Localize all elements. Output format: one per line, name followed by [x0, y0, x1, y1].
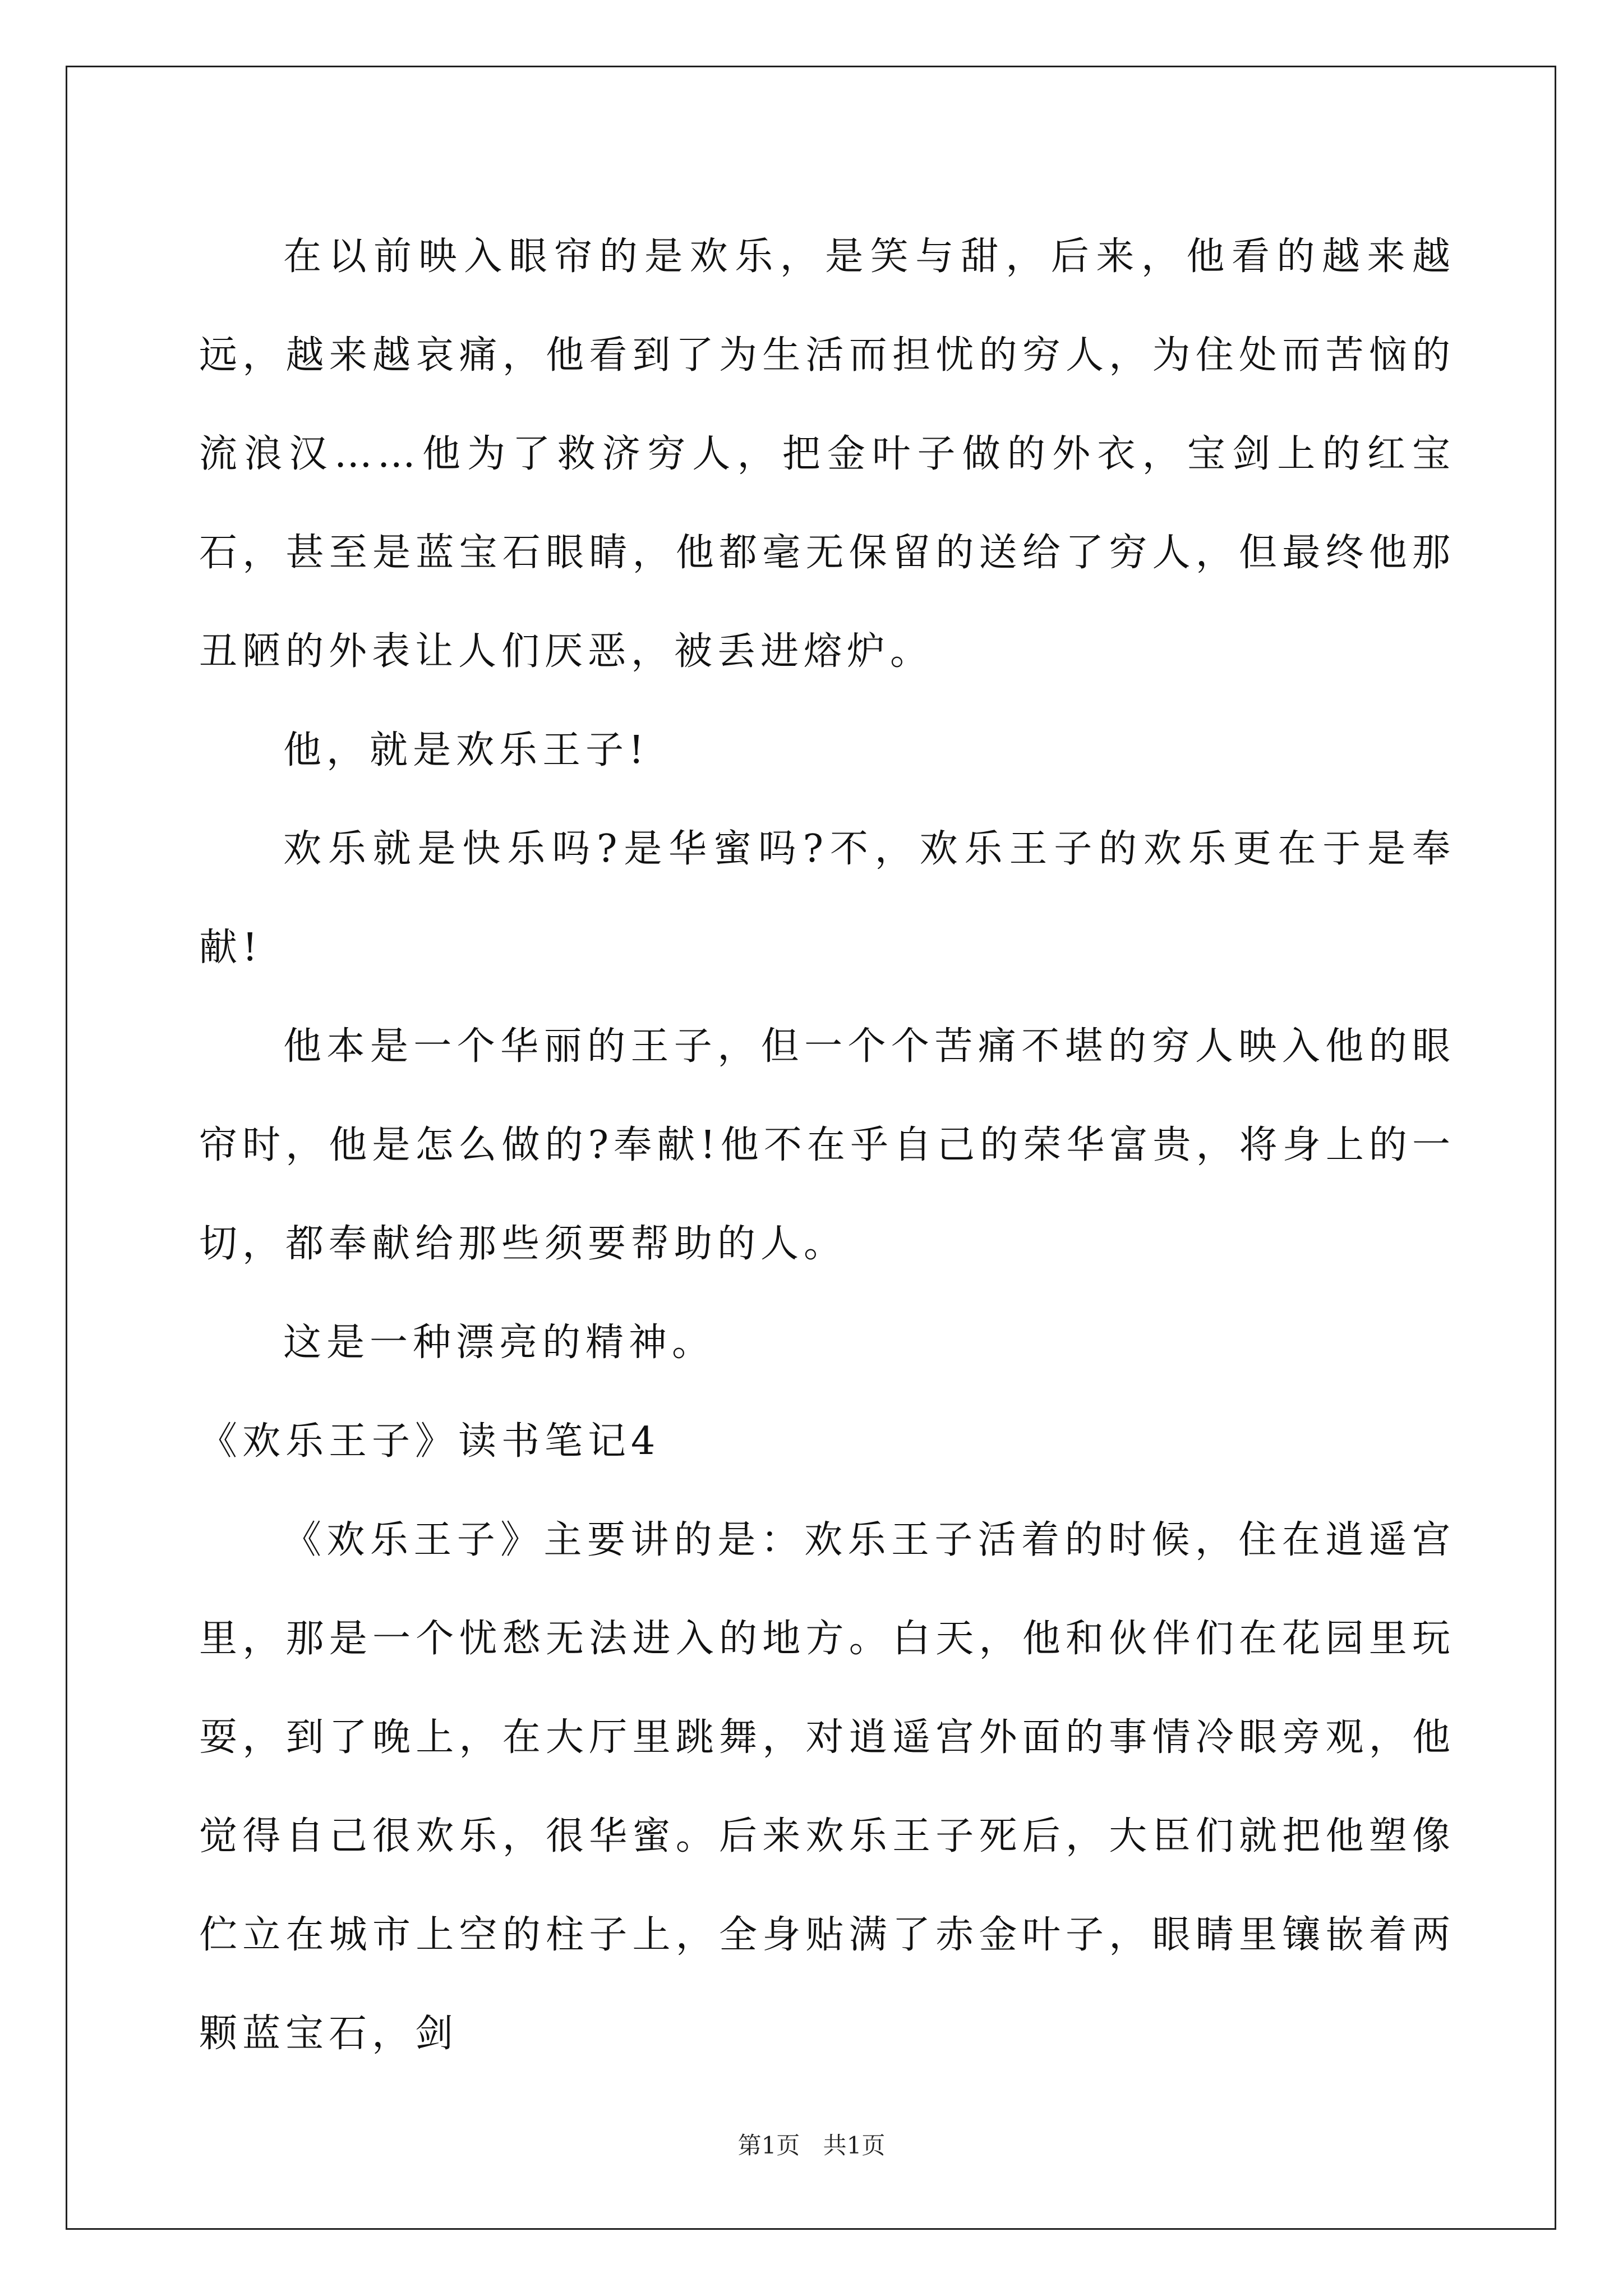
paragraph-2: 他，就是欢乐王子! — [283, 728, 649, 772]
paragraph-5: 这是一种漂亮的精神。 — [283, 1320, 716, 1365]
paragraph-3: 欢乐就是快乐吗?是华蜜吗?不，欢乐王子的欢乐更在于是奉献! — [199, 827, 1455, 970]
paragraph-1: 在以前映入眼帘的是欢乐，是笑与甜，后来，他看的越来越远，越来越哀痛，他看到了为生活而担忧的穷人，为住处而苦恼的流浪汉……他为了救济穷人，把金叶子做的外衣，宝剑上的红宝石，甚至是蓝宝石眼睛，他都毫无保留的送给了穷人，但最终他那丑陋的外表让人们厌恶，被丢进熔炉。 — [199, 234, 1455, 674]
document-body — [199, 208, 1455, 2083]
paragraph-4: 他本是一个华丽的王子，但一个个苦痛不堪的穷人映入他的眼帘时，他是怎么做的?奉献!他不在乎自己的荣华富贵，将身上的一切，都奉献给那些须要帮助的人。 — [199, 1024, 1455, 1266]
page-footer — [0, 2127, 1623, 2161]
page-number-total: 共1页 — [823, 2132, 886, 2159]
page-number-current: 第1页 — [737, 2132, 800, 2159]
paragraph-6: 《欢乐王子》主要讲的是：欢乐王子活着的时候，住在逍遥宫里，那是一个忧愁无法进入的地方。白天，他和伙伴们在花园里玩耍，到了晚上，在大厅里跳舞，对逍遥宫外面的事情冷眼旁观，他觉得自己很欢乐，很华蜜。后来欢乐王子死后，大臣们就把他塑像伫立在城市上空的柱子上，全身贴满了赤金叶子，眼睛里镶嵌着两颗蓝宝石，剑 — [199, 1518, 1455, 2056]
section-heading: 《欢乐王子》读书笔记4 — [199, 1419, 661, 1464]
